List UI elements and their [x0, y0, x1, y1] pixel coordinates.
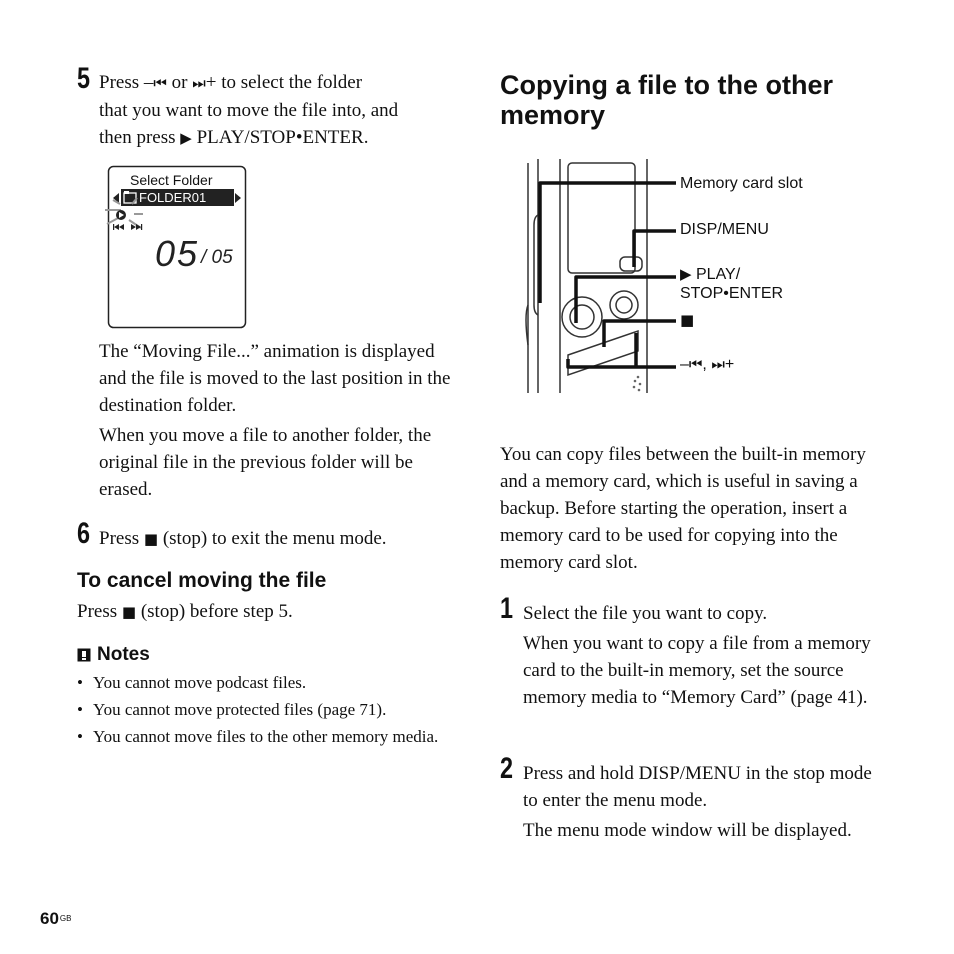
notes-heading-row — [77, 643, 150, 667]
play-icon: ▶ — [680, 265, 692, 283]
lcd-total: / 05 — [201, 247, 233, 268]
cancel-text: Press ■ (stop) before step 5. — [77, 601, 293, 622]
memory-card-slot-label: Memory card slot — [680, 175, 803, 192]
play-icon: ▶ — [180, 129, 192, 147]
skip-label: –⏮, ⏭+ — [680, 355, 735, 373]
step-6-text: Press ■ (stop) to exit the menu mode. — [99, 528, 387, 549]
stop-icon: ■ — [680, 311, 695, 329]
intro-paragraph: You can copy files between the built-in memory and a memory card, which is useful in saving a backup. Before starting the operation, insert a memory card to be used for copying into the memory card slot. — [500, 444, 866, 573]
step-number-2: 2 — [500, 752, 514, 785]
section-heading: Copying a file to the other memory — [500, 70, 834, 130]
list-item: • You cannot move podcast files. — [77, 671, 457, 694]
recorder-diagram — [520, 155, 830, 400]
disp-menu-leader — [634, 231, 676, 267]
step-1-detail: When you want to copy a file from a memory card to the built-in memory, set the source memory media to “Memory Card” (page 41). — [523, 633, 871, 708]
stop-icon: ■ — [121, 603, 137, 621]
lcd-display-illustration — [99, 164, 259, 332]
step-1-text: Select the file you want to copy. When you want to copy a file from a memory card to the built-in memory, set the source memory media to “Memory Card” (page 41). — [523, 600, 883, 714]
step-number-6: 6 — [77, 517, 91, 550]
region-code: GB — [59, 914, 72, 923]
disp-menu-label: DISP/MENU — [680, 221, 769, 238]
lcd-title: Select Folder — [130, 172, 213, 188]
stop-label — [680, 311, 694, 330]
previous-track-icon: ⏮ — [153, 74, 167, 92]
step-number-1: 1 — [500, 592, 514, 625]
note-icon — [77, 648, 92, 663]
moving-description — [99, 338, 459, 506]
notes-list — [77, 671, 457, 752]
play-leader — [576, 277, 676, 323]
skip-leader — [568, 359, 676, 367]
cancel-heading: To cancel moving the file — [77, 569, 327, 592]
erased-paragraph: When you move a file to another folder, the original file in the previous folder will be erased. — [99, 425, 432, 500]
list-item: • You cannot move files to the other memory media. — [77, 725, 457, 748]
stop-leader — [604, 321, 676, 347]
step-number-5: 5 — [77, 62, 91, 95]
page-number: $60^{GB}$ — [40, 909, 72, 928]
next-track-icon: ⏭ — [711, 355, 725, 373]
stop-icon: ■ — [143, 530, 159, 548]
previous-track-icon: ⏮ — [688, 355, 703, 373]
lcd-big-number: 05 — [155, 233, 200, 274]
next-track-icon: ⏭ — [192, 74, 206, 92]
step-5-text: Press –⏮ or ⏭+ to select the folder that you want to move the file into, and then press ▶ PLAY/STOP•ENTER. — [99, 72, 399, 148]
notes-heading: Notes — [97, 644, 150, 665]
lcd-folder-name: FOLDER01 — [139, 190, 207, 205]
step-2-detail: The menu mode window will be displayed. — [523, 820, 852, 841]
play-stop-enter-label: ▶ PLAY/ STOP•ENTER — [680, 265, 784, 302]
list-item: • You cannot move protected files (page 71). — [77, 698, 457, 721]
moving-paragraph: The “Moving File...” animation is displayed and the file is moved to the last position in the destination folder. — [99, 341, 451, 416]
step-2-text: Press and hold DISP/MENU in the stop mode to enter the menu mode. The menu mode window will be displayed. — [523, 760, 883, 847]
